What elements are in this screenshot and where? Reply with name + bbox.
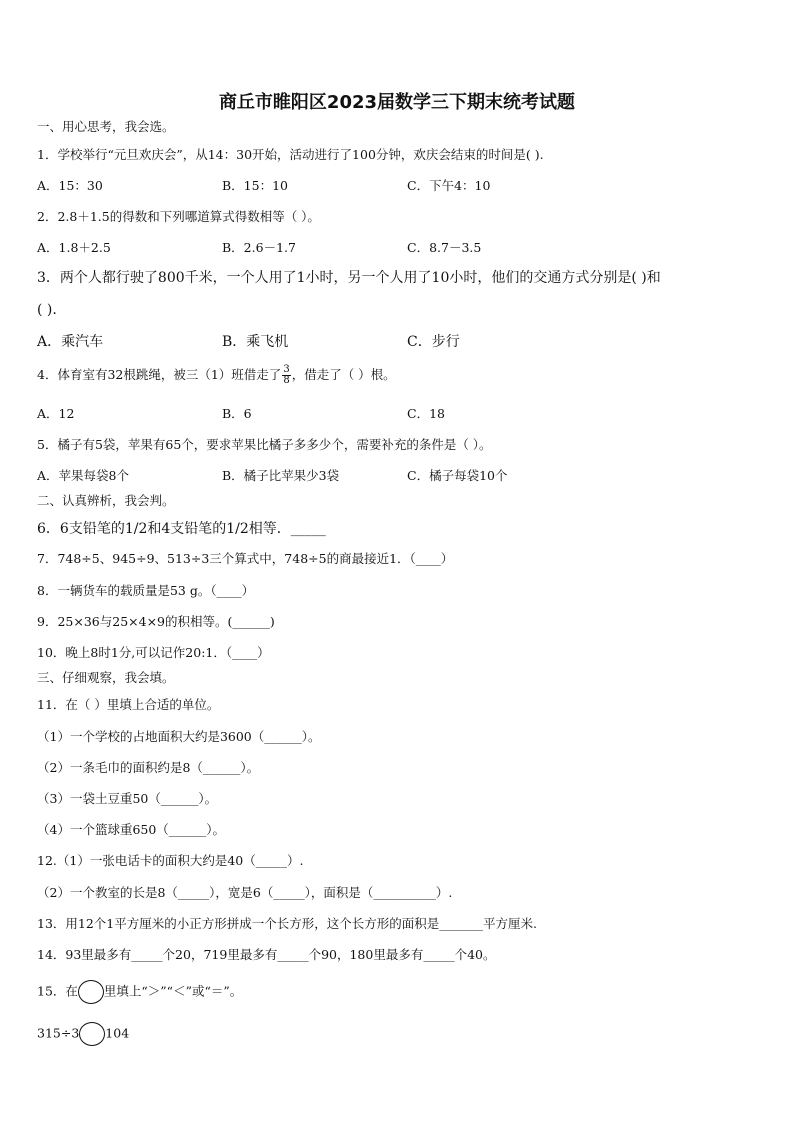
- question-15: [37, 980, 242, 1004]
- option-c: C．8.7－3.5: [407, 240, 482, 255]
- fraction-numerator: 3: [283, 364, 290, 375]
- section-heading-3: 三、仔细观察，我会填。: [37, 670, 175, 685]
- answer-circle-icon: [78, 980, 104, 1004]
- question-4-options: [37, 405, 445, 423]
- question-5: 5．橘子有5袋，苹果有65个，要求苹果比橘子多多少个，需要补充的条件是（ ）。: [37, 437, 492, 452]
- option-c: C．18: [407, 406, 445, 421]
- answer-circle-icon: [79, 1022, 105, 1046]
- question-10: 10．晚上8时1分,可以记作20:1．（____）: [37, 645, 270, 660]
- question-4: [37, 365, 396, 386]
- question-11-part-1: （1）一个学校的占地面积大约是3600（______）。: [37, 729, 321, 744]
- question-15-text-after: 里填上“＞”“＜”或“＝”。: [103, 983, 243, 999]
- question-12-part-2: （2）一个教室的长是8（_____），宽是6（_____），面积是（__________）.: [37, 885, 453, 900]
- option-c: C．橘子每袋10个: [407, 468, 508, 483]
- question-3-line-2: ( ).: [37, 302, 57, 318]
- question-14: 14．93里最多有_____个20，719里最多有_____个90，180里最多有_____个40。: [37, 947, 496, 962]
- question-7: 7．748÷5、945÷9、513÷3三个算式中，748÷5的商最接近1．（____）: [37, 551, 454, 566]
- option-b: B．乘飞机: [222, 334, 289, 350]
- question-13: 13．用12个1平方厘米的小正方形拼成一个长方形，这个长方形的面积是_______平方厘米.: [37, 916, 537, 931]
- fraction-denominator: 8: [283, 375, 290, 386]
- option-b: B．橘子比苹果少3袋: [222, 468, 340, 483]
- question-11-part-2: （2）一条毛巾的面积约是8（______）。: [37, 760, 260, 775]
- question-2: 2．2.8＋1.5的得数和下列哪道算式得数相等（ ）。: [37, 209, 320, 224]
- option-a: A．1.8＋2.5: [37, 240, 111, 255]
- question-4-text-before: 4．体育室有32根跳绳，被三（1）班借走了: [37, 367, 282, 382]
- option-a: A．15：30: [37, 178, 103, 193]
- option-b: B．15：10: [222, 178, 288, 193]
- question-2-options: [37, 239, 481, 257]
- question-11: 11．在（ ）里填上合适的单位。: [37, 697, 220, 712]
- page-title: 商丘市睢阳区2023届数学三下期末统考试题: [218, 92, 576, 113]
- question-9: 9．25×36与25×4×9的积相等。(______): [37, 614, 275, 629]
- question-6: 6．6支铅笔的1/2和4支铅笔的1/2相等．_____: [37, 521, 326, 537]
- option-a: A．12: [37, 406, 75, 421]
- fraction-three-eighths: [282, 365, 290, 386]
- question-5-options: [37, 467, 507, 485]
- question-12-part-1: 12.（1）一张电话卡的面积大约是40（_____）.: [37, 853, 304, 868]
- section-heading-1: 一、用心思考，我会选。: [37, 119, 175, 134]
- expression-left: 315÷3: [37, 1025, 80, 1041]
- expression-right: 104: [105, 1025, 130, 1041]
- question-4-text-after: ，借走了（ ）根。: [291, 367, 396, 382]
- question-11-part-3: （3）一袋土豆重50（______）。: [37, 791, 218, 806]
- option-a: A．苹果每袋8个: [37, 468, 129, 483]
- question-3-options: [37, 333, 460, 351]
- question-1-options: [37, 177, 490, 195]
- option-a: A．乘汽车: [37, 334, 104, 350]
- question-11-part-4: （4）一个篮球重650（______）。: [37, 822, 226, 837]
- option-c: C．步行: [407, 334, 460, 350]
- question-3-line-1: 3．两个人都行驶了800千米，一个人用了1小时，另一个人用了10小时，他们的交通方式分别是( )和: [37, 270, 661, 286]
- option-b: B．2.6－1.7: [222, 240, 296, 255]
- question-15-expression: [37, 1022, 129, 1046]
- question-8: 8．一辆货车的载质量是53 g。（____）: [37, 583, 255, 598]
- option-c: C．下午4：10: [407, 178, 491, 193]
- section-heading-2: 二、认真辨析，我会判。: [37, 493, 175, 508]
- question-1: 1．学校举行“元旦欢庆会”，从14：30开始，活动进行了100分钟，欢庆会结束的时间是( ).: [37, 147, 544, 162]
- option-b: B．6: [222, 406, 252, 421]
- question-15-text-before: 15．在: [37, 983, 78, 999]
